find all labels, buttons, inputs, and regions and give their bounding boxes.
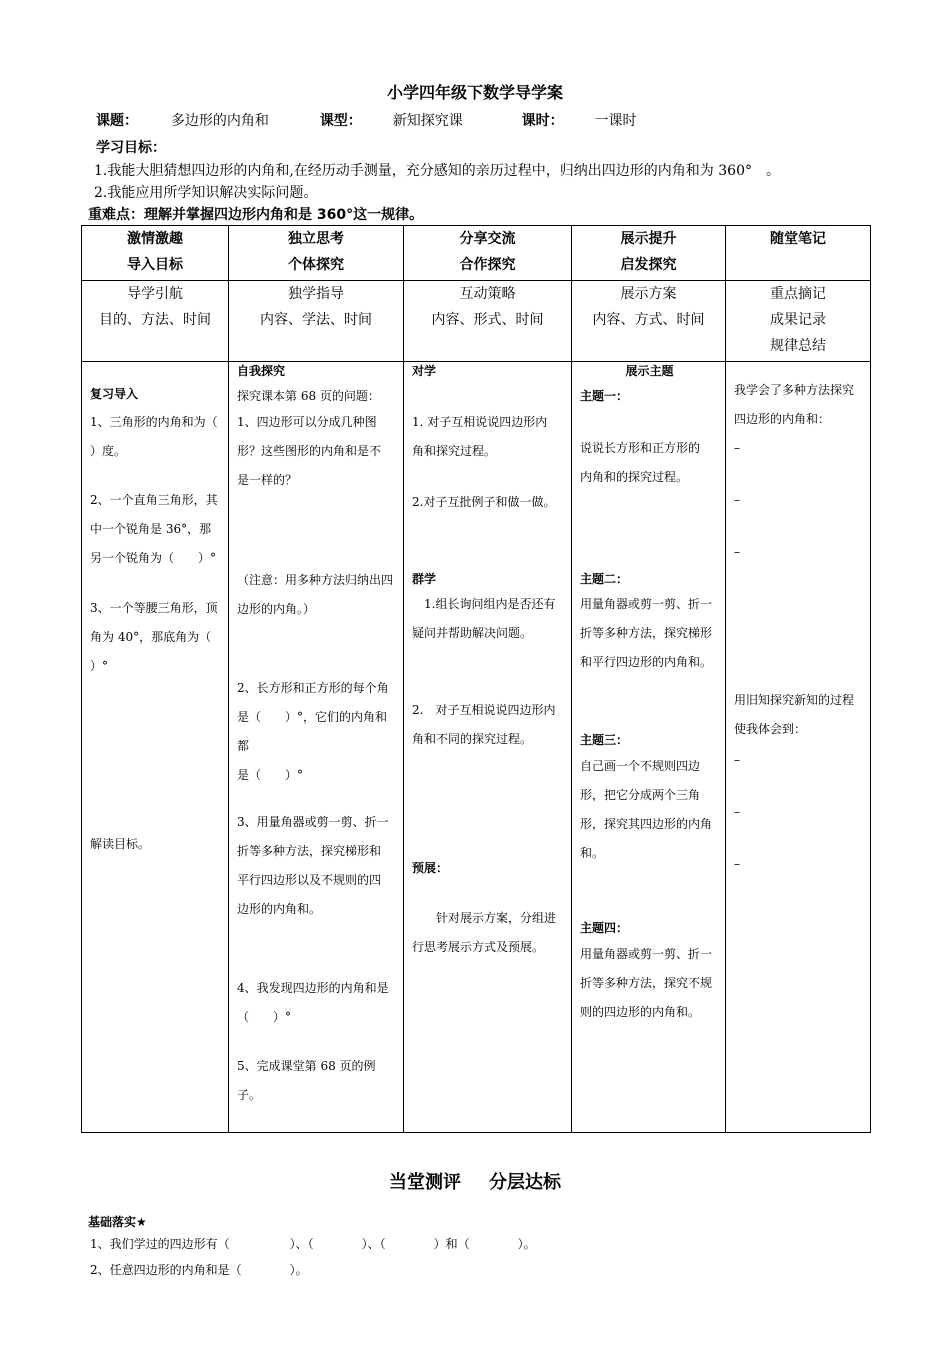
self-study-q4: 4、我发现四边形的内角和是 （ ）° [237,981,389,1024]
read-goals: 解读目标。 [90,837,151,851]
topic-3-text: 自己画一个不规则四边 形，把它分成两个三角 形，探究其四边形的内角 和。 [580,759,713,860]
lesson-table [81,225,871,1133]
note-blank: – [734,493,740,507]
group-item-2: 2. 对子互相说说四边形内 角和不同的探究过程。 [412,703,556,746]
review-heading: 复习导入 [90,387,139,401]
hours-label: 课时： [521,113,564,129]
subheader-row [82,281,871,362]
preview-heading: 预展： [412,861,449,875]
key-point: 重难点：理解并掌握四边形内角和是 360°这一规律。 [88,207,424,223]
notes-para-1: 我学会了多种方法探究 四边形的内角和： [734,383,855,426]
section-title: 当堂测评 分层达标 [389,1172,561,1193]
notes-para-2: 用旧知探究新知的过程 使我体会到： [734,693,855,736]
page-title: 小学四年级下数学导学案 [386,83,563,102]
content-cell-showcase [572,362,726,1133]
content-cell-self-study [229,362,404,1133]
topic-4-label: 主题四： [580,921,629,935]
topic-label: 课题： [96,113,138,129]
header-cell: 分享交流 合作探究 [404,226,572,281]
subheader-cell: 互动策略 内容、形式、时间 [404,281,572,362]
exercise-q1: 1、我们学过的四边形有（ ）、（ ）、（ ）和（ ）。 [90,1237,536,1251]
hours-value: 一课时 [594,113,637,129]
type-label: 课型： [319,113,362,129]
header-cell: 激情激趣 导入目标 [82,226,229,281]
content-cell-intro [82,362,229,1133]
topic-2-label: 主题二： [580,572,629,586]
topic-value: 多边形的内角和 [170,113,269,129]
review-q2: 2、一个直角三角形，其 中一个锐角是 36°，那 另一个锐角为（ ）° [90,493,218,565]
self-study-q3: 3、用量角器或剪一剪、折一 折等多种方法，探究梯形和 平行四边形以及不规则的四 边形的内角和。 [237,815,389,916]
topic-4-text: 用量角器或剪一剪、折一 折等多种方法，探究不规 则的四边形的内角和。 [580,947,713,1019]
header-cell: 独立思考 个体探究 [229,226,404,281]
goal-item: 1.我能大胆猜想四边形的内角和,在经历动手测量，充分感知的亲历过程中，归纳出四边形的内角和为 360° 。 [94,163,780,179]
exercise-q2: 2、任意四边形的内角和是（ ）。 [90,1263,308,1277]
topic-3-label: 主题三： [580,733,629,747]
self-study-heading: 自我探究 [237,364,286,378]
header-cell: 展示提升 启发探究 [572,226,726,281]
note-blank: – [734,545,740,559]
subheader-cell: 独学指导 内容、学法、时间 [229,281,404,362]
self-study-intro: 探究课本第 68 页的问题： [237,389,380,403]
lesson-meta [96,110,637,130]
topic-1-text: 说说长方形和正方形的 内角和的探究过程。 [580,441,701,484]
subheader-cell: 重点摘记 成果记录 规律总结 [726,281,871,362]
showcase-heading: 展示主题 [625,364,674,378]
goals-label: 学习目标： [96,140,166,156]
content-row [82,362,871,1133]
header-cell: 随堂笔记 [726,226,871,281]
pair-heading: 对学 [412,364,437,378]
pair-item-1: 1. 对子互相说说四边形内 角和探究过程。 [412,415,548,458]
topic-2-text: 用量角器或剪一剪、折一 折等多种方法，探究梯形 和平行四边形的内角和。 [580,597,713,669]
self-study-q5: 5、完成课堂第 68 页的例子。 [237,1059,376,1102]
review-q1: 1、三角形的内角和为（ ）度。 [90,415,218,458]
topic-1-label: 主题一： [580,389,629,403]
pair-item-2: 2.对子互批例子和做一做。 [412,495,556,509]
subheader-cell: 导学引航 目的、方法、时间 [82,281,229,362]
preview-text: 针对展示方案，分组进 行思考展示方式及预展。 [412,911,557,954]
type-value: 新知探究课 [392,113,463,129]
self-study-note: （注意：用多种方法归纳出四 边形的内角。） [237,573,394,616]
self-study-q2: 2、长方形和正方形的每个角 是（ ）°，它们的内角和都 是（ ）° [237,681,389,782]
self-study-q1: 1、四边形可以分成几种图 形？这些图形的内角和是不 是一样的？ [237,415,382,487]
note-blank: – [734,441,740,455]
content-cell-notes [726,362,871,1133]
group-heading: 群学 [412,572,437,586]
group-item-1: 1.组长询问组内是否还有 疑问并帮助解决问题。 [412,597,556,640]
review-q3: 3、一个等腰三角形，顶 角为 40°，那底角为（ ）° [90,601,218,673]
basic-label: 基础落实★ [88,1215,147,1229]
subheader-cell: 展示方案 内容、方式、时间 [572,281,726,362]
note-blank: – [734,753,740,767]
header-row [82,226,871,281]
note-blank: – [734,805,740,819]
goal-item: 2.我能应用所学知识解决实际问题。 [94,185,318,201]
content-cell-cooperation [404,362,572,1133]
note-blank: – [734,857,740,871]
